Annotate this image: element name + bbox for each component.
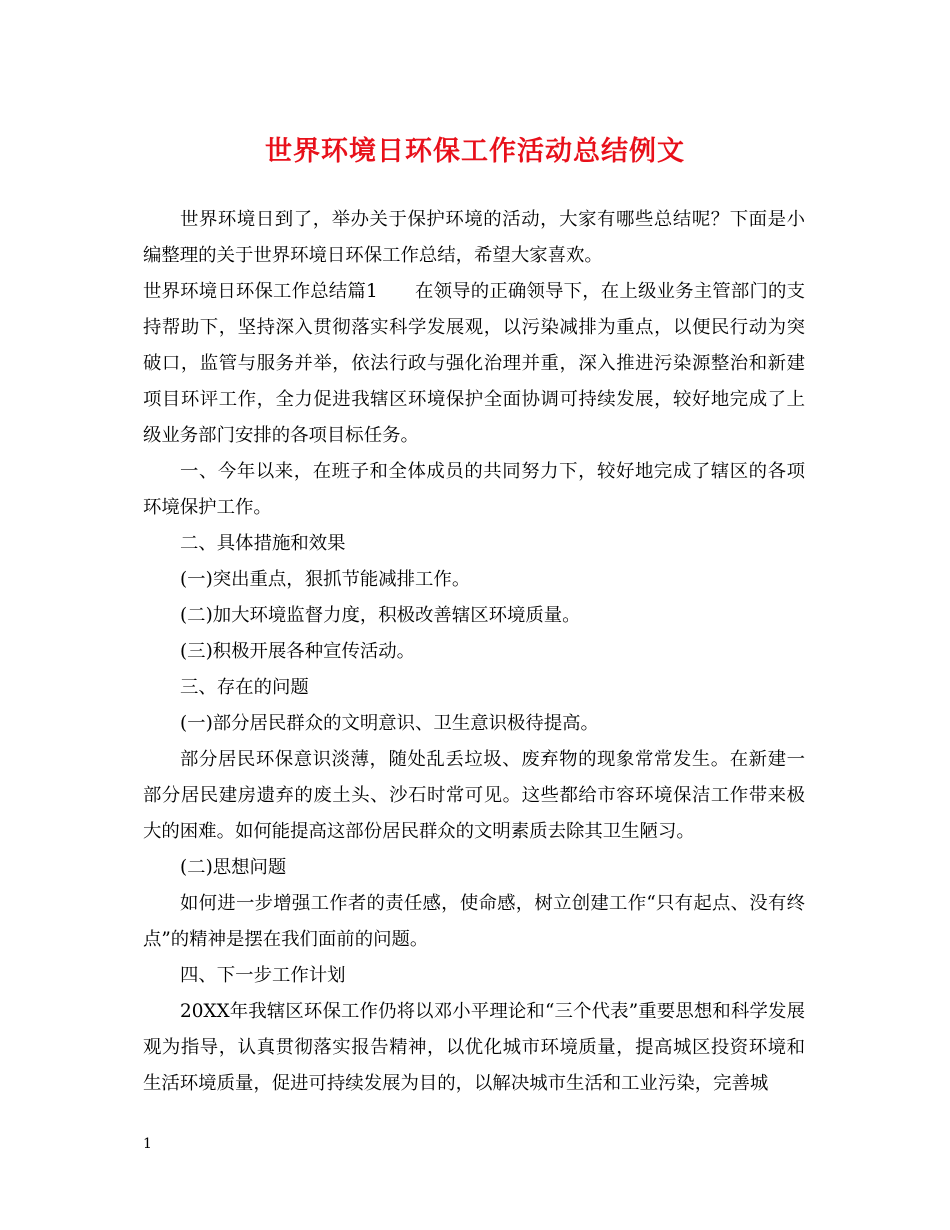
body-paragraph: 世界环境日到了，举办关于保护环境的活动，大家有哪些总结呢？下面是小编整理的关于世界环境日环保工作总结，希望大家喜欢。 bbox=[143, 209, 805, 266]
body-paragraph: (三)积极开展各种宣传活动。 bbox=[180, 641, 416, 662]
body-paragraph: (一)部分居民群众的文明意识、卫生意识极待提高。 bbox=[180, 713, 599, 734]
body-paragraph: (二)思想问题 bbox=[180, 857, 287, 878]
body-paragraph: (一)突出重点，狠抓节能减排工作。 bbox=[180, 569, 471, 590]
body-paragraph: 如何进一步增强工作者的责任感，使命感，树立创建工作“只有起点、没有终点”的精神是摆在我们面前的问题。 bbox=[143, 893, 805, 950]
body-paragraph: 20XX年我辖区环保工作仍将以邓小平理论和“三个代表”重要思想和科学发展观为指导，认真贯彻落实报告精神，以优化城市环境质量，提高城区投资环境和生活环境质量，促进可持续发展为目的，以解决城市生活和工业污染，完善城 bbox=[143, 1001, 805, 1094]
body-paragraph: 二、具体措施和效果 bbox=[180, 533, 346, 554]
body-paragraph: 世界环境日环保工作总结篇1 在领导的正确领导下，在上级业务主管部门的支持帮助下，坚持深入贯彻落实科学发展观，以污染减排为重点，以便民行动为突破口，监管与服务并举，依法行政与强化治理并重，深入推进污染源整治和新建项目环评工作，全力促进我辖区环境保护全面协调可持续发展，较好地完成了上级业务部门安排的各项目标任务。 bbox=[143, 281, 805, 446]
body-paragraph: 一、今年以来，在班子和全体成员的共同努力下，较好地完成了辖区的各项环境保护工作。 bbox=[143, 461, 805, 518]
body-paragraph: 三、存在的问题 bbox=[180, 677, 309, 698]
body-paragraph: 四、下一步工作计划 bbox=[180, 965, 346, 986]
document-body bbox=[143, 202, 805, 1102]
page-number: 1 bbox=[143, 1136, 152, 1152]
document-title: 世界环境日环保工作活动总结例文 bbox=[265, 136, 685, 167]
body-paragraph: 部分居民环保意识淡薄，随处乱丢垃圾、废弃物的现象常常发生。在新建一部分居民建房遗弃的废土头、沙石时常可见。这些都给市容环境保洁工作带来极大的困难。如何能提高这部份居民群众的文明素质去除其卫生陋习。 bbox=[143, 749, 805, 842]
body-paragraph: (二)加大环境监督力度，积极改善辖区环境质量。 bbox=[180, 605, 581, 626]
